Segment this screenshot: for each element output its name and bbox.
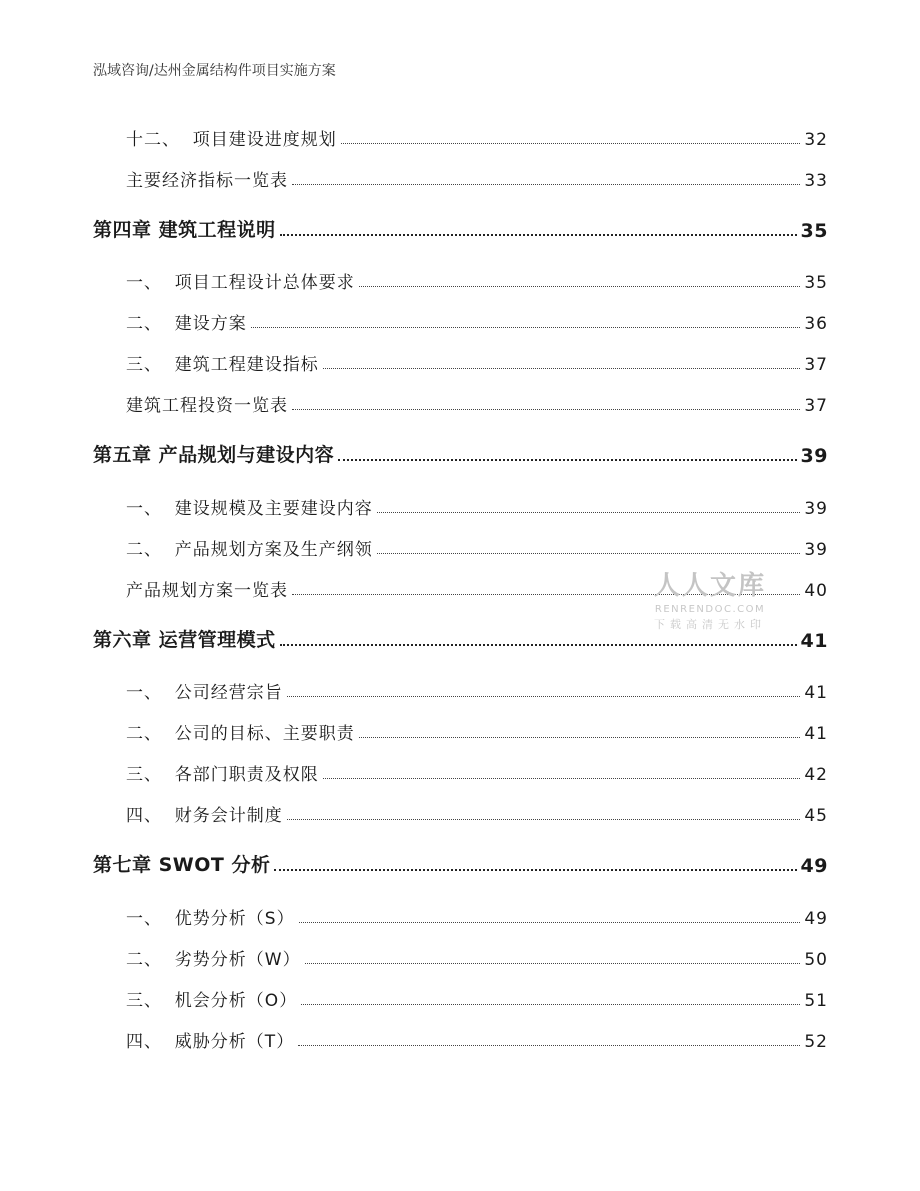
dot-leader [292, 409, 800, 410]
toc-entry-page: 37 [804, 396, 828, 416]
toc-chapter-title: 第七章 SWOT 分析 [93, 854, 271, 876]
dot-leader [323, 778, 801, 779]
toc-entry-title: 主要经济指标一览表 [126, 171, 288, 191]
toc-entry-title: 四、 财务会计制度 [126, 806, 283, 826]
watermark-subtitle: 下载高清无水印 [654, 618, 766, 631]
toc-chapter-title: 第五章 产品规划与建设内容 [93, 444, 335, 466]
dot-leader [305, 963, 801, 964]
dot-leader [287, 819, 801, 820]
toc-entry[interactable] [0, 304, 920, 334]
dot-leader [323, 368, 801, 369]
toc-entry-title: 建筑工程投资一览表 [126, 396, 288, 416]
toc-entry-title: 一、 公司经营宗旨 [126, 683, 283, 703]
toc-entry[interactable] [0, 263, 920, 293]
toc-entry-page: 33 [804, 171, 828, 191]
toc-entry-title: 三、 各部门职责及权限 [126, 765, 319, 785]
toc-entry-page: 51 [804, 991, 828, 1011]
toc-chapter-entry[interactable] [0, 622, 920, 652]
dot-leader [377, 512, 801, 513]
toc-chapter-entry[interactable] [0, 847, 920, 877]
toc-entry-title: 一、 建设规模及主要建设内容 [126, 499, 373, 519]
toc-entry-page: 37 [804, 355, 828, 375]
watermark [640, 565, 780, 632]
toc-entry-title: 二、 公司的目标、主要职责 [126, 724, 355, 744]
toc-entry[interactable] [0, 530, 920, 560]
dot-leader [338, 459, 796, 461]
toc-chapter-entry[interactable] [0, 437, 920, 467]
toc-entry-page: 49 [804, 909, 828, 929]
toc-chapter-page: 41 [800, 630, 828, 652]
toc-chapter-title: 第六章 运营管理模式 [93, 629, 276, 651]
toc-entry-title: 三、 机会分析（O） [126, 991, 298, 1011]
toc-entry-page: 39 [804, 499, 828, 519]
toc-entry-title: 二、 劣势分析（W） [126, 950, 301, 970]
dot-leader [301, 1004, 800, 1005]
toc-entry-title: 十二、 项目建设进度规划 [126, 130, 337, 150]
dot-leader [292, 184, 800, 185]
dot-leader [359, 737, 801, 738]
toc-entry-title: 一、 优势分析（S） [126, 909, 295, 929]
toc-chapter-page: 49 [800, 855, 828, 877]
toc-chapter-page: 39 [800, 445, 828, 467]
dot-leader [280, 234, 797, 236]
toc-entry[interactable] [0, 899, 920, 929]
toc-entry[interactable] [0, 673, 920, 703]
toc-entry-title: 产品规划方案一览表 [126, 581, 288, 601]
toc-entry-title: 一、 项目工程设计总体要求 [126, 273, 355, 293]
toc-entry-page: 41 [804, 683, 828, 703]
toc-entry[interactable] [0, 755, 920, 785]
dot-leader [251, 327, 801, 328]
toc-entry-page: 40 [804, 581, 828, 601]
toc-entry[interactable] [0, 571, 920, 601]
dot-leader [359, 286, 801, 287]
dot-leader [287, 696, 801, 697]
toc-entry[interactable] [0, 345, 920, 375]
toc-entry[interactable] [0, 940, 920, 970]
toc-entry-page: 35 [804, 273, 828, 293]
running-header: 泓域咨询/达州金属结构件项目实施方案 [93, 63, 336, 79]
dot-leader [298, 1045, 800, 1046]
toc-chapter-page: 35 [800, 220, 828, 242]
toc-entry[interactable] [0, 386, 920, 416]
toc-entry-page: 36 [804, 314, 828, 334]
toc-entry-title: 四、 威胁分析（T） [126, 1032, 295, 1052]
toc-entry[interactable] [0, 796, 920, 826]
toc-entry-page: 52 [804, 1032, 828, 1052]
toc-entry[interactable] [0, 1022, 920, 1052]
dot-leader [274, 869, 796, 871]
toc-entry-page: 42 [804, 765, 828, 785]
toc-entry[interactable] [0, 714, 920, 744]
toc-chapter-entry[interactable] [0, 212, 920, 242]
toc-entry-title: 三、 建筑工程建设指标 [126, 355, 319, 375]
dot-leader [377, 553, 801, 554]
watermark-title: 人人文库 [653, 571, 766, 601]
toc-entry[interactable] [0, 161, 920, 191]
dot-leader [280, 644, 797, 646]
toc-entry-page: 39 [804, 540, 828, 560]
toc-entry-page: 32 [804, 130, 828, 150]
toc-entry-title: 二、 产品规划方案及生产纲领 [126, 540, 373, 560]
toc-entry[interactable] [0, 120, 920, 150]
toc-entry-page: 45 [804, 806, 828, 826]
toc-entry[interactable] [0, 981, 920, 1011]
watermark-site: RENRENDOC.COM [654, 604, 766, 615]
dot-leader [341, 143, 801, 144]
toc-entry-page: 50 [804, 950, 828, 970]
toc-entry-title: 二、 建设方案 [126, 314, 247, 334]
toc-chapter-title: 第四章 建筑工程说明 [93, 219, 276, 241]
dot-leader [299, 922, 801, 923]
toc-entry[interactable] [0, 489, 920, 519]
toc-entry-page: 41 [804, 724, 828, 744]
